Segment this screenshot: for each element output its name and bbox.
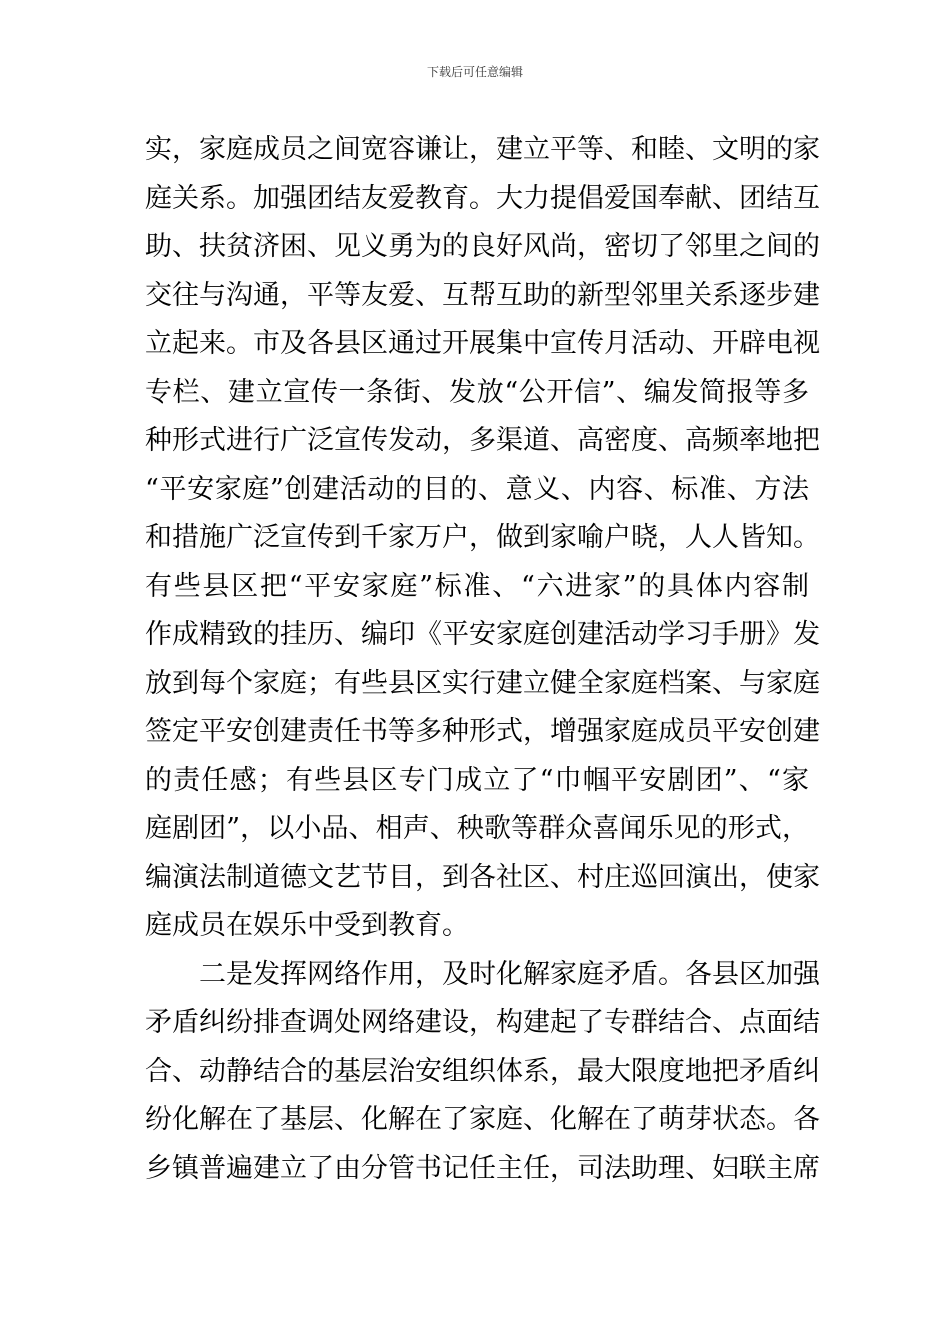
text-line: 乡镇普遍建立了由分管书记任主任，司法助理、妇联主席 [145, 1152, 820, 1184]
text-line: 庭关系。加强团结友爱教育。大力提倡爱国奉献、团结互 [145, 182, 820, 214]
paragraph-start-line: 二是发挥网络作用，及时化解家庭矛盾。各县区加强 [199, 958, 820, 990]
text-line: 立起来。市及各县区通过开展集中宣传月活动、开辟电视 [145, 328, 820, 359]
text-line: 编演法制道德文艺节目，到各社区、村庄巡回演出，使家 [145, 861, 820, 893]
text-line: 专栏、建立宣传一条街、发放“公开信”、编发简报等多 [145, 376, 809, 408]
text-line: 矛盾纠纷排查调处网络建设，构建起了专群结合、点面结 [145, 1007, 820, 1038]
text-line: 作成精致的挂历、编印《平安家庭创建活动学习手册》发 [145, 619, 820, 650]
text-line: 签定平安创建责任书等多种形式，增强家庭成员平安创建 [145, 716, 820, 747]
text-line: “平安家庭”创建活动的目的、意义、内容、标准、方法 [145, 473, 809, 505]
text-line: 助、扶贫济困、见义勇为的良好风尚，密切了邻里之间的 [145, 231, 820, 262]
text-line: 有些县区把“平安家庭”标准、“六进家”的具体内容制 [145, 570, 809, 602]
text-line: 实，家庭成员之间宽容谦让，建立平等、和睦、文明的家 [145, 134, 820, 165]
text-line: 的责任感；有些县区专门成立了“巾帼平安剧团”、“家 [145, 764, 809, 796]
page-header-note: 下载后可任意编辑 [426, 65, 523, 79]
text-line: 和措施广泛宣传到千家万户，做到家喻户晓，人人皆知。 [145, 522, 820, 553]
document-body [145, 126, 820, 1193]
text-line: 放到每个家庭；有些县区实行建立健全家庭档案、与家庭 [145, 667, 820, 699]
paragraph-end-line: 庭成员在娱乐中受到教育。 [145, 910, 469, 941]
text-line: 合、动静结合的基层治安组织体系，最大限度地把矛盾纠 [145, 1055, 820, 1087]
text-line: 庭剧团”，以小品、相声、秧歌等群众喜闻乐见的形式， [145, 813, 809, 844]
text-line: 交往与沟通，平等友爱、互帮互助的新型邻里关系逐步建 [145, 279, 820, 311]
text-line: 纷化解在了基层、化解在了家庭、化解在了萌芽状态。各 [145, 1104, 820, 1135]
text-line: 种形式进行广泛宣传发动，多渠道、高密度、高频率地把 [145, 425, 820, 456]
